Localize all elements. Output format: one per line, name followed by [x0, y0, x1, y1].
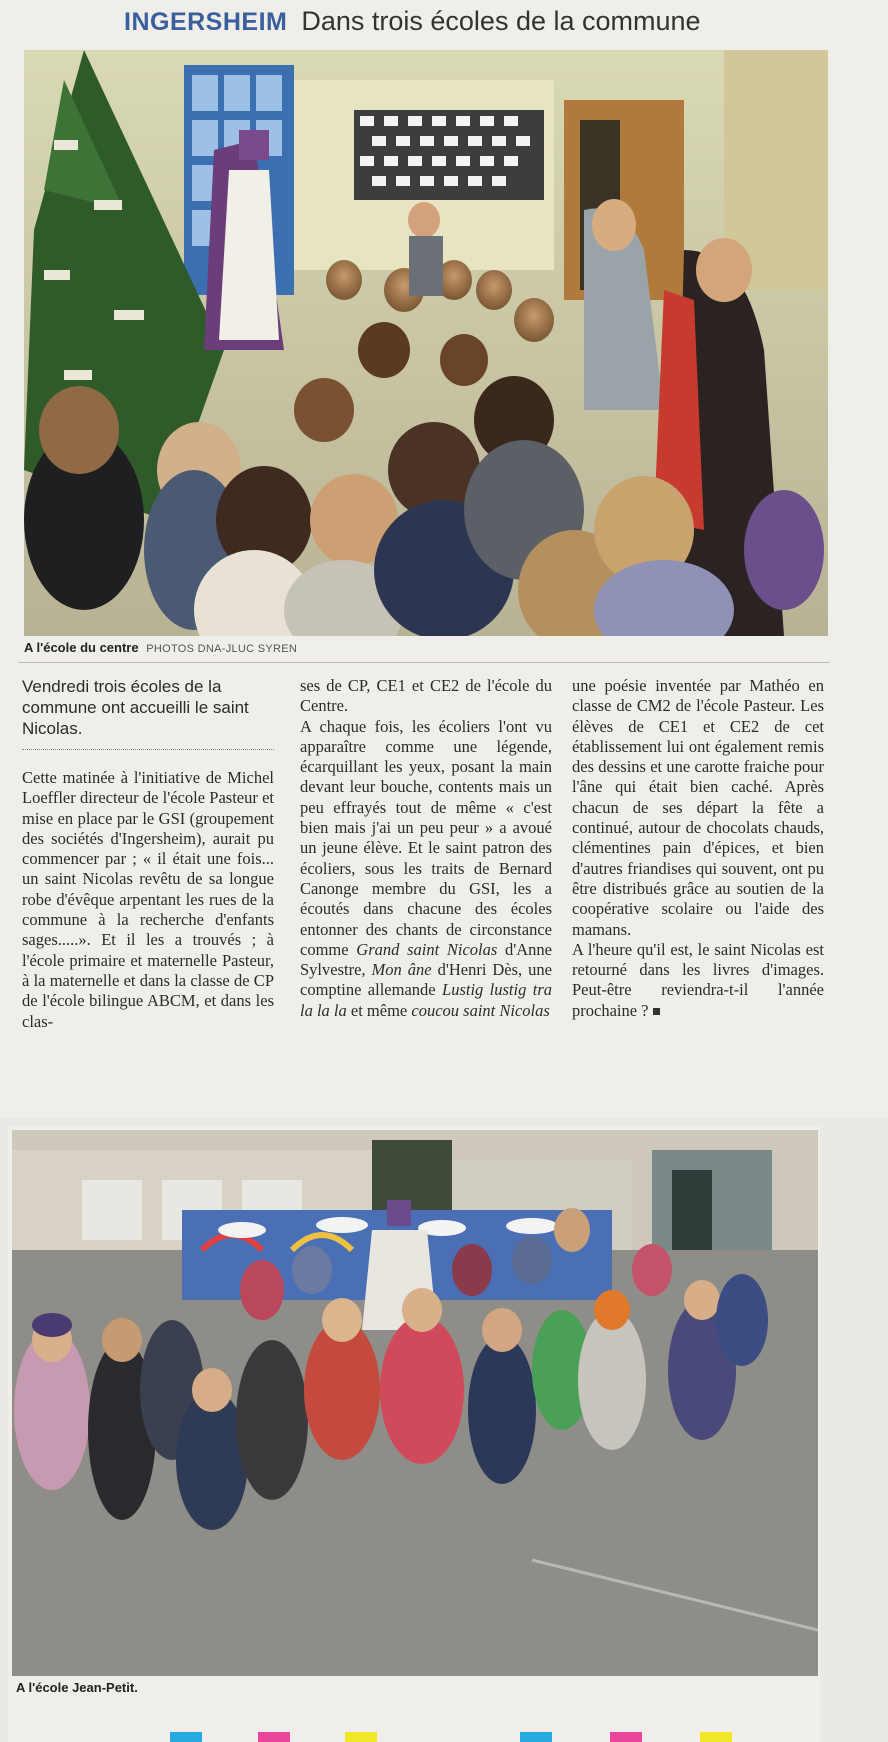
column-3-text: une poésie inventée par Mathéo en classe de CM2 de l'école Pasteur. Les élèves de CE1 et CE2 de cet établissement lui ont également remis des dessins et une carotte fraiche pour l'âne qui était bien caché. Après chacun de ses départ la fête a continué, autour de chocolats chauds, clémentines pain d'épices, et bien d'autres friandises qui souvent, ont pu être distribués grâce au soutien de la coopérative scolaire ou l'aide des mamans. [572, 676, 824, 939]
photo1-caption-text: A l'école du centre [24, 640, 139, 655]
column-3-closing [572, 940, 824, 1021]
song-title-3: Lustig lustig tra la la la [300, 980, 553, 1020]
article-column-1 [22, 676, 274, 1032]
end-mark-icon [653, 1008, 660, 1015]
article-column-2 [300, 676, 552, 1021]
headline: Dans trois écoles de la commune [301, 6, 701, 36]
song-title-4: coucou saint Nicolas [411, 1000, 550, 1020]
article-column-3 [572, 676, 824, 1021]
photo-credit: PHOTOS DNA-JLUC SYREN [146, 643, 298, 655]
column-2-text-3: et même [350, 1000, 408, 1020]
photo-ecole-du-centre [24, 50, 828, 636]
photo2-caption: A l'école Jean-Petit. [16, 1680, 138, 1695]
article-header [124, 6, 701, 42]
article-lead: Vendredi trois écoles de la commune ont accueilli le saint Nicolas. [22, 677, 249, 738]
column-2-opening: ses de CP, CE1 et CE2 de l'école du Centre. [300, 676, 552, 716]
column-2-paragraph [300, 717, 552, 1021]
lead-divider [22, 749, 274, 750]
column-1-text: Cette matinée à l'initiative de Michel Loeffler directeur de l'école Pasteur et mise en place par le GSI (groupement des sociétés d'Ingersheim), aurait pu commencer par ; « il était une fois... un saint Nicolas revêtu de sa longue robe d'évêque arpentant les rues de la commune à la recherche d'enfants sages.....». Et il les a trouvés ; à l'école primaire et maternelle Pasteur, à la maternelle et dans la classe de CP de l'école bilingue ABCM, et dans les clas- [22, 768, 274, 1031]
song-title-1: Grand saint Nicolas [356, 939, 498, 959]
photo-ecole-jean-petit [12, 1130, 818, 1676]
column-3-closing-text: A l'heure qu'il est, le saint Nicolas est retourné dans les livres d'images. Peut-être reviendra-t-il l'année prochaine ? [572, 939, 824, 1020]
column-2-text-1: d'Anne Sylvestre, [300, 939, 553, 980]
column-2-text: A chaque fois, les écoliers l'ont vu apparaître comme une légende, écarquillant les yeux, posant la main devant leur bouche, contents mais un peu effrayés tout de même « c'est bien mais j'ai un peu peur » a avoué un jeune élève. Et le saint patron des écoliers, sous les traits de Bernard Canonge membre du GSI, les a écoutés dans chacune des écoles entonner des chants de circonstance comme [300, 716, 552, 959]
print-color-marks [0, 1732, 888, 1742]
photo1-caption [24, 640, 297, 655]
caption-divider [18, 662, 830, 663]
song-title-2: Mon âne [371, 960, 432, 980]
column-2-text-2: d'Henri Dès, une comptine allemande [300, 960, 552, 1000]
town-name: INGERSHEIM [124, 8, 288, 36]
